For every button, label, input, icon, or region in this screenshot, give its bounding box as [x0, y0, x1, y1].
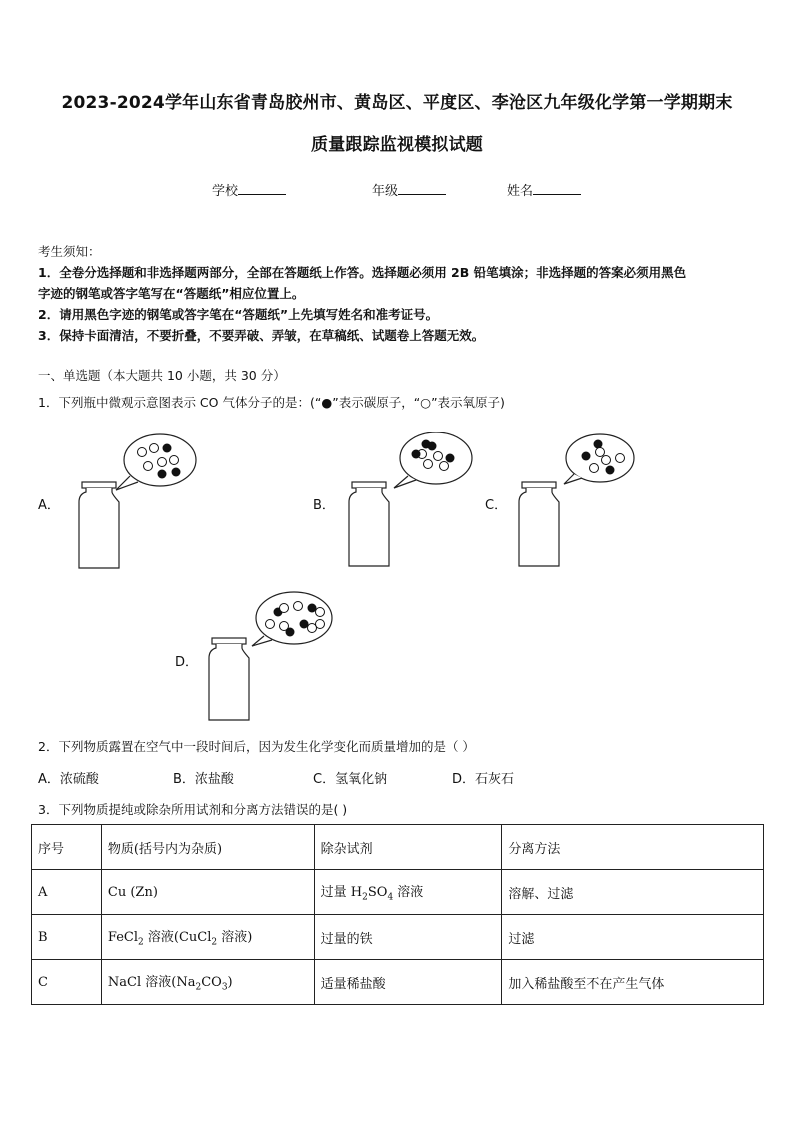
notice-item: 2．请用黑色字迹的钢笔或答字笔在“答题纸”上先填写姓名和准考证号。: [38, 307, 439, 322]
q2-option-c[interactable]: C．氢氧化钠: [313, 772, 388, 787]
row-reagent: 过量的铁: [314, 915, 502, 960]
q1-option-d-figure[interactable]: [200, 590, 350, 730]
section-heading: 一、单选题（本大题共 10 小题，共 30 分）: [38, 368, 286, 383]
grade-blank[interactable]: [398, 182, 446, 195]
row-reagent: 适量稀盐酸: [314, 960, 502, 1005]
q1-option-a-label[interactable]: A．: [38, 498, 60, 513]
q1-option-b-figure[interactable]: [340, 432, 480, 572]
notice-block: [38, 241, 768, 346]
row-substance: FeCl$_2$ 溶液(CuCl$_2$ 溶液): [101, 915, 314, 960]
bottle-icon: [519, 482, 559, 566]
name-blank[interactable]: [533, 182, 581, 195]
table-row: [32, 870, 764, 915]
exam-title-line2: 质量跟踪监视模拟试题: [311, 135, 483, 155]
question-1-stem: 1．下列瓶中微观示意图表示 CO 气体分子的是：(“●”表示碳原子，“○”表示氧原子): [38, 395, 505, 410]
row-id: A: [32, 870, 102, 915]
row-method: 过滤: [502, 915, 764, 960]
bottle-icon: [349, 482, 389, 566]
bottle-icon: [79, 482, 119, 568]
table-row: [32, 915, 764, 960]
notice-item: 1．全卷分选择题和非选择题两部分，全部在答题纸上作答。选择题必须用 2B 铅笔填涂；非选择题的答案必须用黑色: [38, 265, 687, 280]
school-blank[interactable]: [238, 182, 286, 195]
q2-option-d[interactable]: D．石灰石: [452, 772, 515, 787]
school-field: [212, 180, 286, 199]
speech-bubble-icon: [116, 434, 196, 490]
q1-option-c-label[interactable]: C．: [485, 498, 508, 513]
notice-item: 字迹的钢笔或答字笔写在“答题纸”相应位置上。: [38, 286, 305, 301]
table-header-cell: 除杂试剂: [314, 825, 502, 870]
row-method: 溶解、过滤: [502, 870, 764, 915]
row-method: 加入稀盐酸至不在产生气体: [502, 960, 764, 1005]
q1-option-b-label[interactable]: B．: [313, 498, 335, 513]
row-id: B: [32, 915, 102, 960]
notice-item: 3．保持卡面清洁，不要折叠，不要弄破、弄皱，在草稿纸、试题卷上答题无效。: [38, 328, 485, 343]
notice-heading: 考生须知：: [38, 244, 101, 259]
table-header-cell: 分离方法: [502, 825, 764, 870]
q1-option-c-figure[interactable]: [510, 432, 640, 572]
row-substance: Cu (Zn): [101, 870, 314, 915]
table-header-cell: 序号: [32, 825, 102, 870]
q1-option-d-label[interactable]: D．: [175, 655, 199, 670]
question-2-stem: 2．下列物质露置在空气中一段时间后，因为发生化学变化而质量增加的是（ ）: [38, 739, 475, 754]
q3-table: [31, 824, 764, 1005]
table-header-row: [32, 825, 764, 870]
q2-option-a[interactable]: A．浓硫酸: [38, 772, 99, 787]
table-header-cell: 物质(括号内为杂质): [101, 825, 314, 870]
name-label: 姓名: [507, 184, 534, 199]
row-id: C: [32, 960, 102, 1005]
table-row: [32, 960, 764, 1005]
row-reagent: 过量 $H_2SO_4$ 溶液: [314, 870, 502, 915]
question-3-stem: 3．下列物质提纯或除杂所用试剂和分离方法错误的是( ): [38, 802, 348, 817]
grade-field: [372, 180, 446, 199]
q1-option-a-figure[interactable]: [70, 432, 200, 572]
speech-bubble-icon: [394, 432, 472, 488]
school-label: 学校: [212, 184, 239, 199]
exam-title-line1: 2023-2024学年山东省青岛胶州市、黄岛区、平度区、李沧区九年级化学第一学期期末: [61, 93, 733, 113]
q2-option-b[interactable]: B．浓盐酸: [173, 772, 234, 787]
row-substance: NaCl 溶液$(Na_2CO_3)$: [101, 960, 314, 1005]
name-field: [507, 180, 581, 199]
bottle-icon: [209, 638, 249, 720]
grade-label: 年级: [372, 184, 399, 199]
